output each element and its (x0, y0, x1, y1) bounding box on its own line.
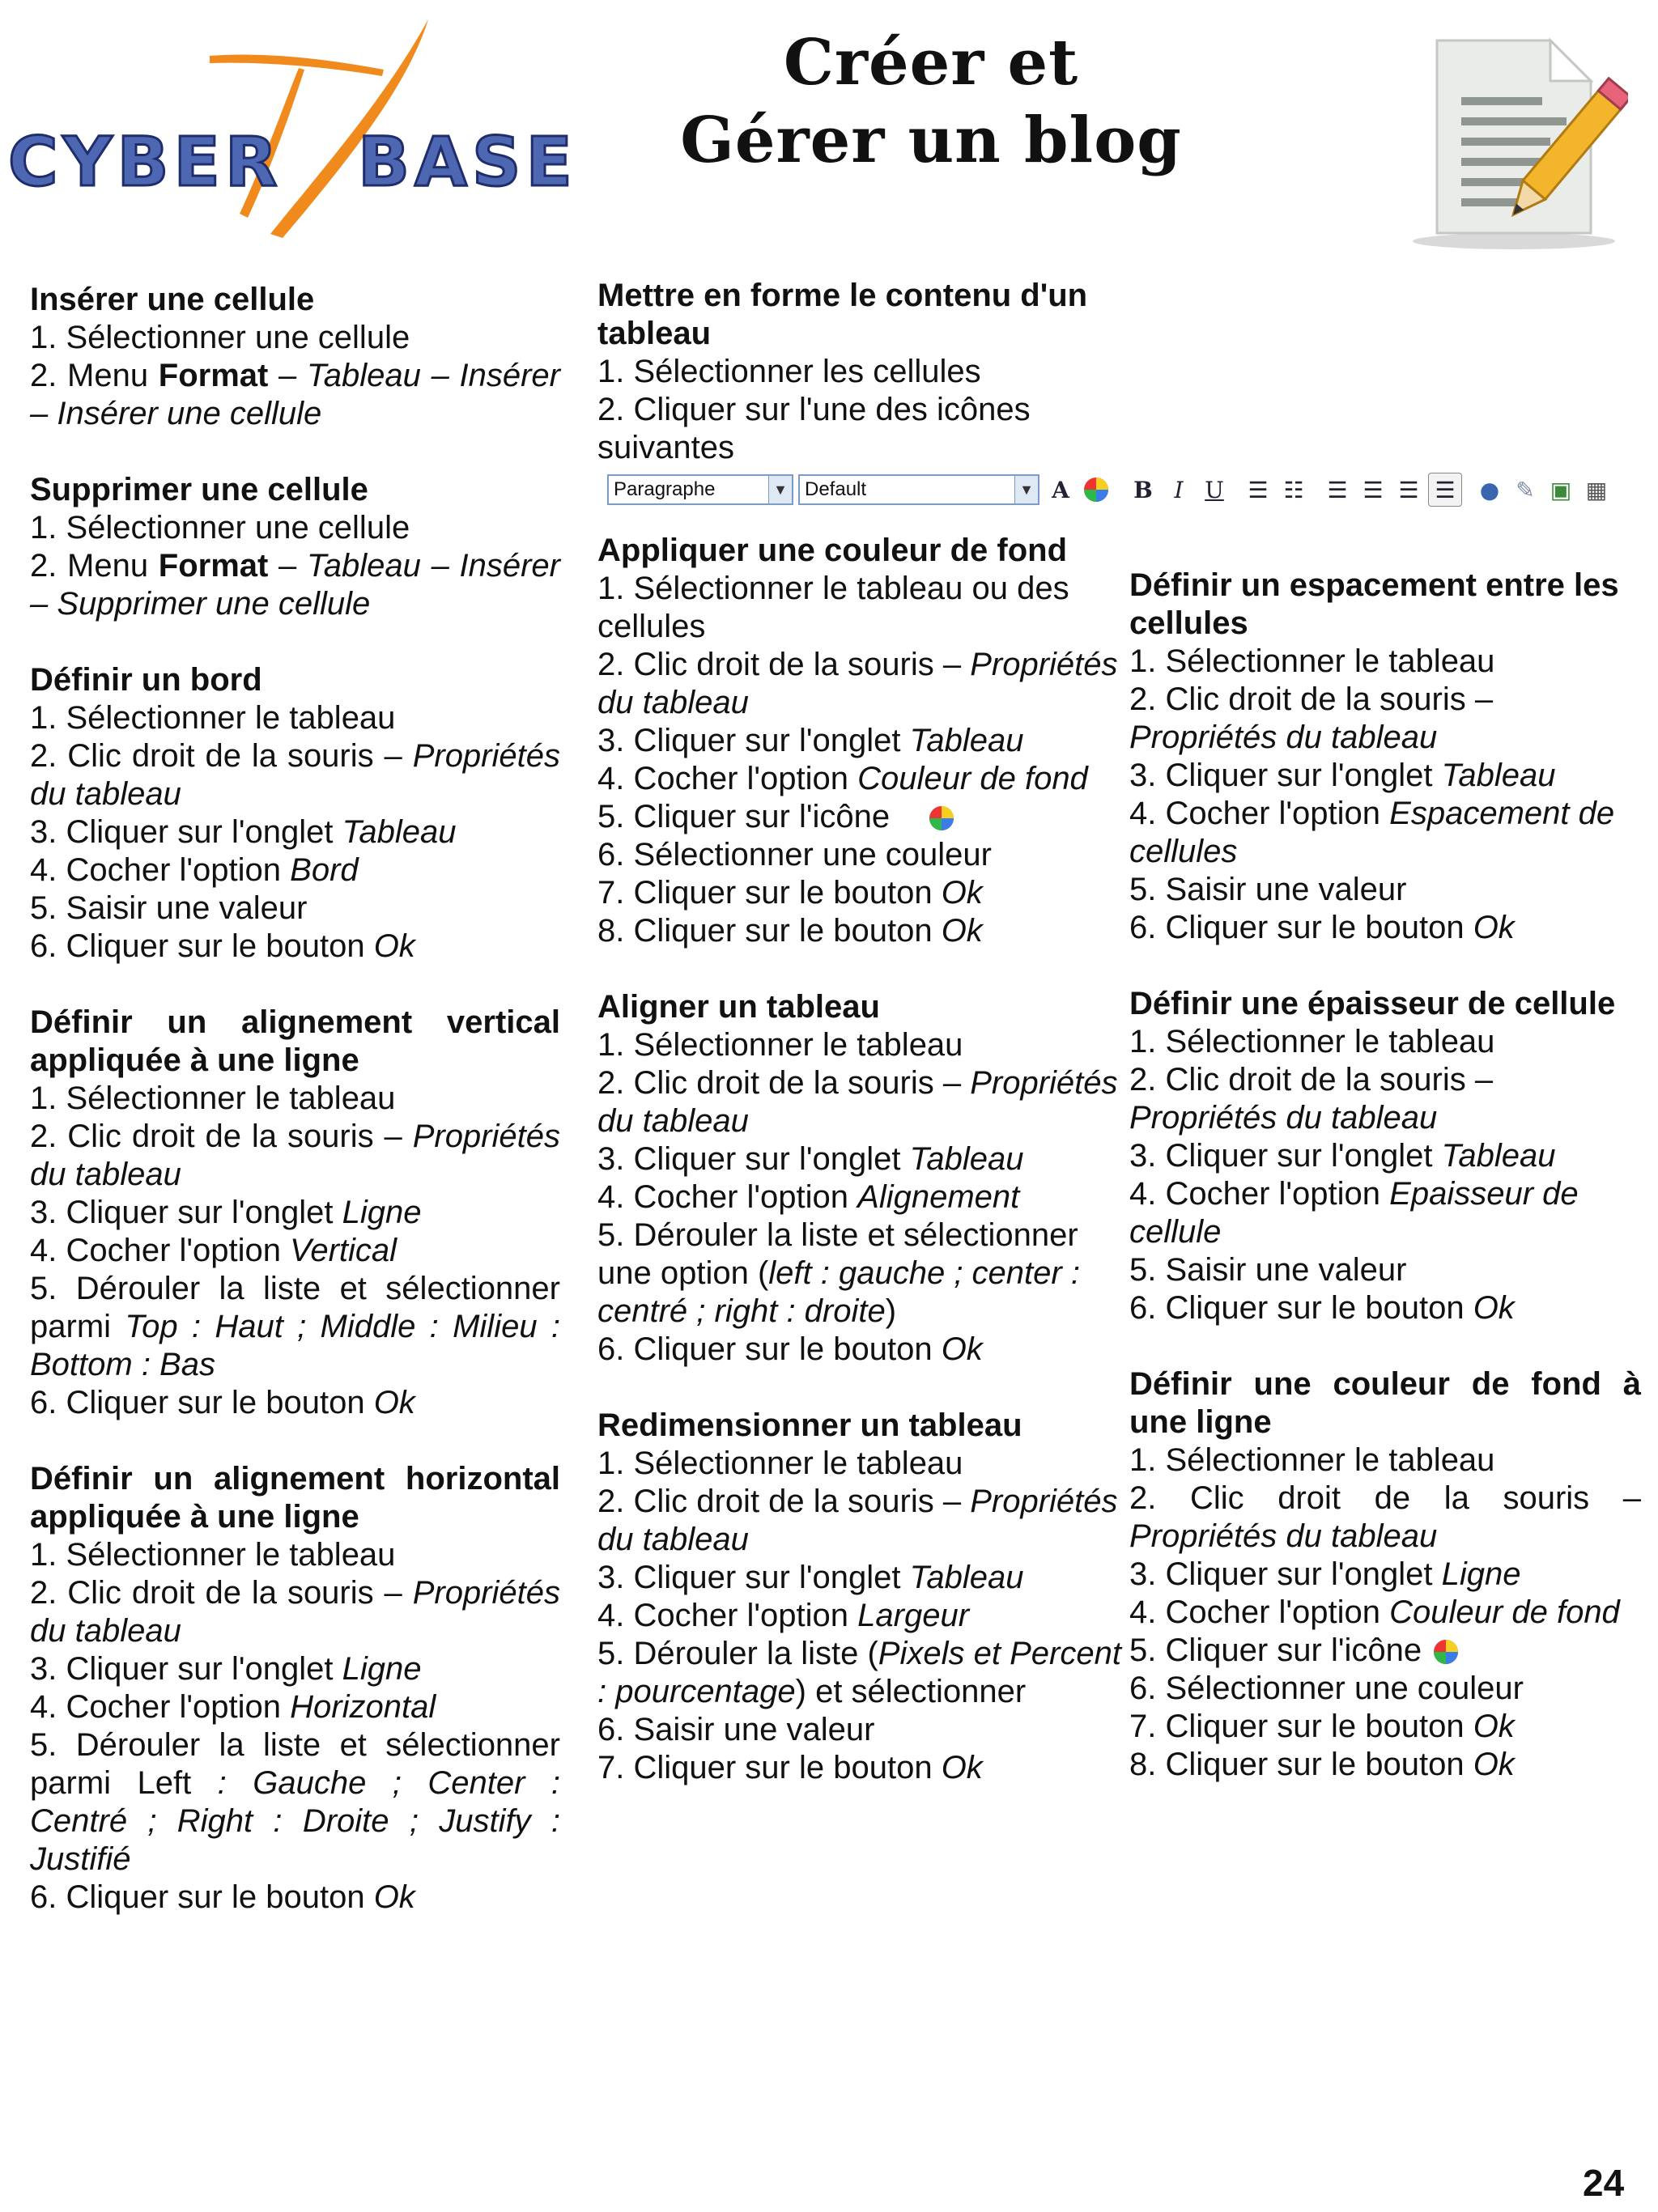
section-couleur-ligne (1129, 1365, 1641, 1784)
chevron-down-icon: ▼ (768, 476, 792, 503)
section-alignement-horizontal (30, 1460, 560, 1917)
section-title: Insérer une cellule (30, 282, 315, 317)
page-title (640, 24, 1222, 180)
section-alignement-vertical (30, 1004, 560, 1422)
section-couleur-fond (597, 532, 1124, 950)
step-2: 2. Clic droit de la souris – Propriétés du tableau (597, 1065, 1118, 1139)
table-icon[interactable]: ▦ (1585, 476, 1608, 503)
step-6: 6. Sélectionner une couleur (597, 837, 992, 872)
step-7: 7. Cliquer sur le bouton Ok (1129, 1709, 1515, 1744)
step-8: 8. Cliquer sur le bouton Ok (597, 913, 983, 949)
step-2: 2. Menu Format – Tableau – Insérer – Supprimer une cellule (30, 548, 560, 622)
text-color-icon[interactable]: A (1052, 476, 1069, 503)
step-1: 1. Sélectionner le tableau (30, 1081, 396, 1116)
svg-text:BASE (358, 122, 577, 202)
chevron-down-icon: ▼ (1014, 476, 1038, 503)
column-1 (30, 281, 560, 1955)
align-left-icon[interactable]: ☰ (1327, 476, 1348, 503)
section-title: Définir un alignement vertical appliquée à une ligne (30, 1004, 560, 1078)
step-3: 3. Cliquer sur l'onglet Tableau (597, 1141, 1024, 1177)
bold-icon[interactable]: B (1133, 476, 1153, 503)
title-line-1: Créer et (783, 26, 1079, 100)
step-3: 3. Cliquer sur l'onglet Ligne (1129, 1556, 1521, 1592)
step-6: 6. Cliquer sur le bouton Ok (597, 1331, 983, 1367)
step-4: 4. Cocher l'option Largeur (597, 1598, 970, 1633)
editor-toolbar (607, 472, 1639, 507)
section-title: Définir une couleur de fond à une ligne (1129, 1366, 1641, 1440)
section-inserer-cellule (30, 281, 560, 433)
step-5: 5. Saisir une valeur (1129, 872, 1407, 907)
section-mettre-en-forme (597, 277, 1608, 507)
step-3: 3. Cliquer sur l'onglet Tableau (30, 814, 457, 850)
section-supprimer-cellule (30, 471, 560, 623)
italic-icon[interactable]: I (1174, 476, 1184, 503)
color-wheel-icon[interactable] (1080, 473, 1112, 506)
step-2: 2. Clic droit de la souris – Propriétés du tableau (597, 647, 1118, 720)
step-1: 1. Sélectionner le tableau (597, 1027, 963, 1063)
section-aligner-tableau (597, 988, 1124, 1369)
step-1: 1. Sélectionner le tableau (1129, 1442, 1495, 1478)
step-5: 5. Cliquer sur l'icône (1129, 1632, 1641, 1670)
section-title: Supprimer une cellule (30, 472, 368, 507)
step-5: 5. Saisir une valeur (30, 890, 308, 926)
step-1: 1. Sélectionner le tableau (597, 1446, 963, 1481)
step-2: 2. Clic droit de la souris – Propriétés du tableau (30, 738, 560, 812)
step-4: 4. Cocher l'option Couleur de fond (597, 761, 1088, 796)
step-6: 6. Cliquer sur le bouton Ok (30, 1879, 415, 1915)
step-8: 8. Cliquer sur le bouton Ok (1129, 1747, 1515, 1782)
step-6: 6. Sélectionner une couleur (1129, 1671, 1524, 1706)
step-1: 1. Sélectionner le tableau (30, 700, 396, 736)
section-espacement (1129, 567, 1641, 947)
align-center-icon[interactable]: ☰ (1363, 476, 1384, 503)
step-6: 6. Saisir une valeur (597, 1712, 875, 1747)
title-line-2: Gérer un blog (680, 104, 1182, 177)
step-2: 2. Clic droit de la souris – Propriétés du tableau (597, 1484, 1118, 1557)
section-epaisseur (1129, 985, 1641, 1327)
step-7: 7. Cliquer sur le bouton Ok (597, 1750, 983, 1785)
step-4: 4. Cocher l'option Vertical (30, 1233, 397, 1268)
step-2: 2. Clic droit de la souris – Propriétés du tableau (30, 1119, 560, 1192)
numbered-list-icon[interactable]: ☷ (1283, 476, 1304, 503)
section-title: Appliquer une couleur de fond (597, 533, 1067, 568)
svg-text:CYBER (8, 122, 283, 202)
step-4: 4. Cocher l'option Epaisseur de cellule (1129, 1176, 1579, 1250)
step-3: 3. Cliquer sur l'onglet Tableau (1129, 1138, 1556, 1174)
globe-link-icon[interactable]: ● (1479, 476, 1500, 503)
step-5: 5. Dérouler la liste et sélectionner parmi Left : Gauche ; Center : Centré ; Right : Droite ; Justify : Justifié (30, 1727, 561, 1877)
section-title: Définir une épaisseur de cellule (1129, 986, 1616, 1021)
unlink-icon[interactable]: ✎ (1516, 476, 1535, 503)
step-4: 4. Cocher l'option Couleur de fond (1129, 1594, 1620, 1630)
section-title: Redimensionner un tableau (597, 1407, 1022, 1443)
step-7: 7. Cliquer sur le bouton Ok (597, 875, 983, 911)
step-3: 3. Cliquer sur l'onglet Ligne (30, 1651, 422, 1687)
step-3: 3. Cliquer sur l'onglet Tableau (1129, 758, 1556, 793)
step-2: 2. Clic droit de la souris – Propriétés du tableau (1129, 681, 1494, 755)
section-title: Définir un bord (30, 662, 262, 698)
step-2: 2. Clic droit de la souris – Propriétés du tableau (1129, 1480, 1641, 1554)
section-title: Mettre en forme le contenu d'un tableau (597, 278, 1088, 351)
logo-text-cyber: CYBER (8, 122, 283, 202)
bullet-list-icon[interactable]: ☰ (1248, 476, 1269, 503)
font-select[interactable]: Default ▼ (798, 474, 1039, 505)
section-title: Aligner un tableau (597, 989, 880, 1025)
step-1: 1. Sélectionner une cellule (30, 320, 410, 355)
cyberbase-logo (3, 11, 612, 242)
step-1: 1. Sélectionner le tableau (1129, 643, 1495, 679)
step-1: 1. Sélectionner le tableau ou des cellules (597, 571, 1069, 644)
step-3: 3. Cliquer sur l'onglet Tableau (597, 1560, 1024, 1595)
logo-text-base: BASE (358, 122, 577, 202)
color-wheel-icon (1431, 1637, 1461, 1667)
step-4: 4. Cocher l'option Horizontal (30, 1689, 436, 1725)
step-6: 6. Cliquer sur le bouton Ok (1129, 1290, 1515, 1326)
paragraph-select[interactable]: Paragraphe ▼ (607, 474, 793, 505)
column-3 (1129, 567, 1641, 1822)
step-5: 5. Dérouler la liste et sélectionner une option (left : gauche ; center : centré ; right : droite) (597, 1217, 1080, 1329)
step-1: 1. Sélectionner une cellule (30, 510, 410, 546)
step-6: 6. Cliquer sur le bouton Ok (30, 928, 415, 964)
step-2: 2. Cliquer sur l'une des icônes suivantes (597, 392, 1031, 465)
align-right-icon[interactable]: ☰ (1398, 476, 1419, 503)
step-1: 1. Sélectionner le tableau (30, 1537, 396, 1573)
align-justify-icon[interactable]: ☰ (1428, 473, 1462, 507)
step-4: 4. Cocher l'option Bord (30, 852, 359, 888)
section-definir-bord (30, 661, 560, 966)
page-header (0, 0, 1658, 259)
section-title: Définir un espacement entre les cellules (1129, 567, 1619, 641)
step-5: 5. Dérouler la liste et sélectionner parmi Top : Haut ; Middle : Milieu : Bottom : Bas (30, 1271, 560, 1382)
step-3: 3. Cliquer sur l'onglet Tableau (597, 723, 1024, 758)
image-icon[interactable]: ▣ (1550, 476, 1572, 503)
page-number: 24 (1583, 2162, 1625, 2204)
step-1: 1. Sélectionner les cellules (597, 354, 981, 389)
step-6: 6. Cliquer sur le bouton Ok (30, 1385, 415, 1420)
step-6: 6. Cliquer sur le bouton Ok (1129, 910, 1515, 945)
document-pencil-icon (1405, 32, 1628, 255)
step-5: 5. Cliquer sur l'icône (597, 798, 1124, 836)
color-wheel-icon (926, 803, 957, 834)
step-3: 3. Cliquer sur l'onglet Ligne (30, 1195, 422, 1230)
step-5: 5. Saisir une valeur (1129, 1252, 1407, 1288)
section-title: Définir un alignement horizontal appliquée à une ligne (30, 1461, 560, 1535)
step-4: 4. Cocher l'option Espacement de cellules (1129, 796, 1615, 869)
step-4: 4. Cocher l'option Alignement (597, 1179, 1020, 1215)
underline-icon[interactable]: U (1205, 476, 1224, 503)
step-1: 1. Sélectionner le tableau (1129, 1024, 1495, 1059)
section-redimensionner (597, 1407, 1124, 1787)
step-2: 2. Menu Format – Tableau – Insérer – Insérer une cellule (30, 358, 560, 431)
step-2: 2. Clic droit de la souris – Propriétés du tableau (30, 1575, 560, 1649)
step-2: 2. Clic droit de la souris – Propriétés du tableau (1129, 1062, 1494, 1136)
step-5: 5. Dérouler la liste (Pixels et Percent : pourcentage) et sélectionner (597, 1636, 1121, 1709)
